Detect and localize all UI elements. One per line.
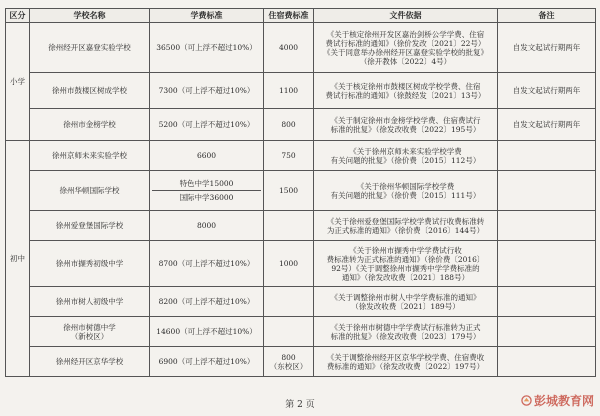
page-number: 第 2 页	[285, 400, 315, 410]
school-name: 徐州京师未来实验学校	[30, 141, 150, 171]
lodging	[264, 287, 314, 317]
basis-line: 《关于调整徐州经开区京华学校学费、住宿费收	[326, 352, 485, 362]
basis-line: 费试行标准的通知》（徐价发改〔2021〕22号）	[325, 38, 486, 48]
basis-line: （徐发改收费〔2021〕189号）	[351, 301, 460, 311]
table-row	[6, 241, 596, 287]
tuition: 7300（可上浮不超过10%）	[150, 73, 264, 109]
school-name: 徐州经开区京华学校	[30, 347, 150, 377]
lodging-line: （东校区）	[269, 361, 308, 371]
tuition: 8700（可上浮不超过10%）	[150, 241, 264, 287]
basis	[314, 23, 498, 73]
school-name	[30, 317, 150, 347]
note	[498, 287, 596, 317]
section-primary: 小学	[6, 23, 30, 141]
note	[498, 317, 596, 347]
lodging: 1100	[264, 73, 314, 109]
basis	[314, 73, 498, 109]
basis-line: 标准的批复》（徐发改收费〔2023〕179号）	[330, 331, 481, 341]
school-name: 徐州经开区嘉登实验学校	[30, 23, 150, 73]
header-school-name: 学校名称	[30, 9, 150, 23]
fee-table	[5, 8, 596, 377]
tuition: 36500（可上浮不超过10%）	[150, 23, 264, 73]
basis-line: 标准的批复》（徐发改收费〔2022〕195号）	[330, 124, 481, 134]
note	[498, 171, 596, 211]
basis-line: 《关于核定徐州市鼓楼区树成学校学费、住宿	[330, 81, 481, 91]
tuition: 6600	[150, 141, 264, 171]
table-row	[6, 211, 596, 241]
table-header-row	[6, 9, 596, 23]
table-row	[6, 23, 596, 73]
basis-line: 费试行标准的通知》（徐鼓经发〔2021〕13号）	[325, 90, 486, 100]
table-row	[6, 171, 596, 211]
basis	[314, 347, 498, 377]
header-category: 区分	[6, 9, 30, 23]
lodging	[264, 317, 314, 347]
basis	[314, 141, 498, 171]
lodging: 750	[264, 141, 314, 171]
basis-line: 《关于核定徐州开发区嘉治剑桥公学学费、住宿	[326, 29, 485, 39]
lodging	[264, 347, 314, 377]
basis-line: 《关于制定徐州市金榜学校学费、住宿费试行	[330, 115, 481, 125]
basis	[314, 109, 498, 141]
basis-line: 《关于徐州爱登堡国际学校学费试行收费标准转	[326, 216, 485, 226]
note: 自发文起试行期两年	[498, 73, 596, 109]
table-row	[6, 109, 596, 141]
tuition: 8200（可上浮不超过10%）	[150, 287, 264, 317]
basis	[314, 287, 498, 317]
tuition-track: 特色中学15000	[152, 177, 261, 191]
table-row	[6, 141, 596, 171]
tuition: 6900（可上浮不超过10%）	[150, 347, 264, 377]
school-name: 徐州市鼓楼区树成学校	[30, 73, 150, 109]
basis-line: 《关于徐州市撷秀中学学费试行收	[349, 245, 462, 255]
school-name: 徐州华顿国际学校	[30, 171, 150, 211]
lodging: 800	[264, 109, 314, 141]
school-name: 徐州爱登堡国际学校	[30, 211, 150, 241]
basis-line: 有关问题的批复》（徐价费〔2015〕112号）	[330, 155, 481, 165]
header-tuition: 学费标准	[150, 9, 264, 23]
tuition: 5200（可上浮不超过10%）	[150, 109, 264, 141]
basis	[314, 317, 498, 347]
basis-line: 《关于徐州华顿国际学校学费	[356, 181, 455, 191]
school-name-line: 徐州市树德中学	[63, 322, 116, 332]
tuition: 8000	[150, 211, 264, 241]
school-name-line: （新校区）	[70, 331, 109, 341]
section-middle: 初中	[6, 141, 30, 377]
note	[498, 211, 596, 241]
lodging: 4000	[264, 23, 314, 73]
note	[498, 347, 596, 377]
school-name: 徐州市树人初级中学	[30, 287, 150, 317]
note	[498, 141, 596, 171]
basis	[314, 211, 498, 241]
school-name: 徐州市金榜学校	[30, 109, 150, 141]
table-row	[6, 317, 596, 347]
header-note: 备注	[498, 9, 596, 23]
watermark-text: 彭城教育网	[533, 394, 594, 408]
lodging: 1500	[264, 171, 314, 211]
basis-line: 费标准转为正式标准的通知》（徐价费〔2016〕	[326, 254, 485, 264]
table-row	[6, 347, 596, 377]
basis-line: 通知》（徐发改收费〔2021〕188号）	[341, 272, 470, 282]
note: 自发文起试行期两年	[498, 23, 596, 73]
school-name: 徐州市撷秀初级中学	[30, 241, 150, 287]
lodging: 1000	[264, 241, 314, 287]
basis-line: 有关问题的批复》（徐价费〔2015〕111号）	[330, 190, 481, 200]
tuition-track: 国际中学36000	[179, 193, 234, 202]
basis-line: （徐开教体〔2022〕4号）	[359, 56, 452, 66]
note: 自发文起试行期两年	[498, 109, 596, 141]
tuition-split	[150, 171, 264, 211]
table-row	[6, 287, 596, 317]
basis-line: 费标准的通知》（徐发改收费〔2022〕197号）	[326, 361, 485, 371]
lodging	[264, 211, 314, 241]
site-watermark	[521, 392, 594, 409]
watermark-logo-icon	[521, 395, 532, 406]
note	[498, 241, 596, 287]
basis	[314, 241, 498, 287]
basis	[314, 171, 498, 211]
basis-line: 《关于徐州京师未来实验学校学费	[349, 146, 462, 156]
basis-line: 为正式标准的通知》（徐价费〔2016〕144号）	[326, 225, 485, 235]
header-lodging: 住宿费标准	[264, 9, 314, 23]
basis-line: 《关于同意举办徐州经开区嘉登实验学校的批复》	[323, 47, 488, 57]
header-basis: 文件依据	[314, 9, 498, 23]
lodging-line: 800	[281, 352, 296, 362]
basis-line: 《关于徐州市树德中学学费试行标准转为正式	[330, 322, 481, 332]
basis-line: 《关于调整徐州市树人中学学费标准的通知》	[330, 292, 481, 302]
tuition: 14600（可上浮不超过10%）	[150, 317, 264, 347]
basis-line: 92号）《关于调整徐州市撷秀中学学费标准的	[331, 263, 480, 273]
table-row	[6, 73, 596, 109]
